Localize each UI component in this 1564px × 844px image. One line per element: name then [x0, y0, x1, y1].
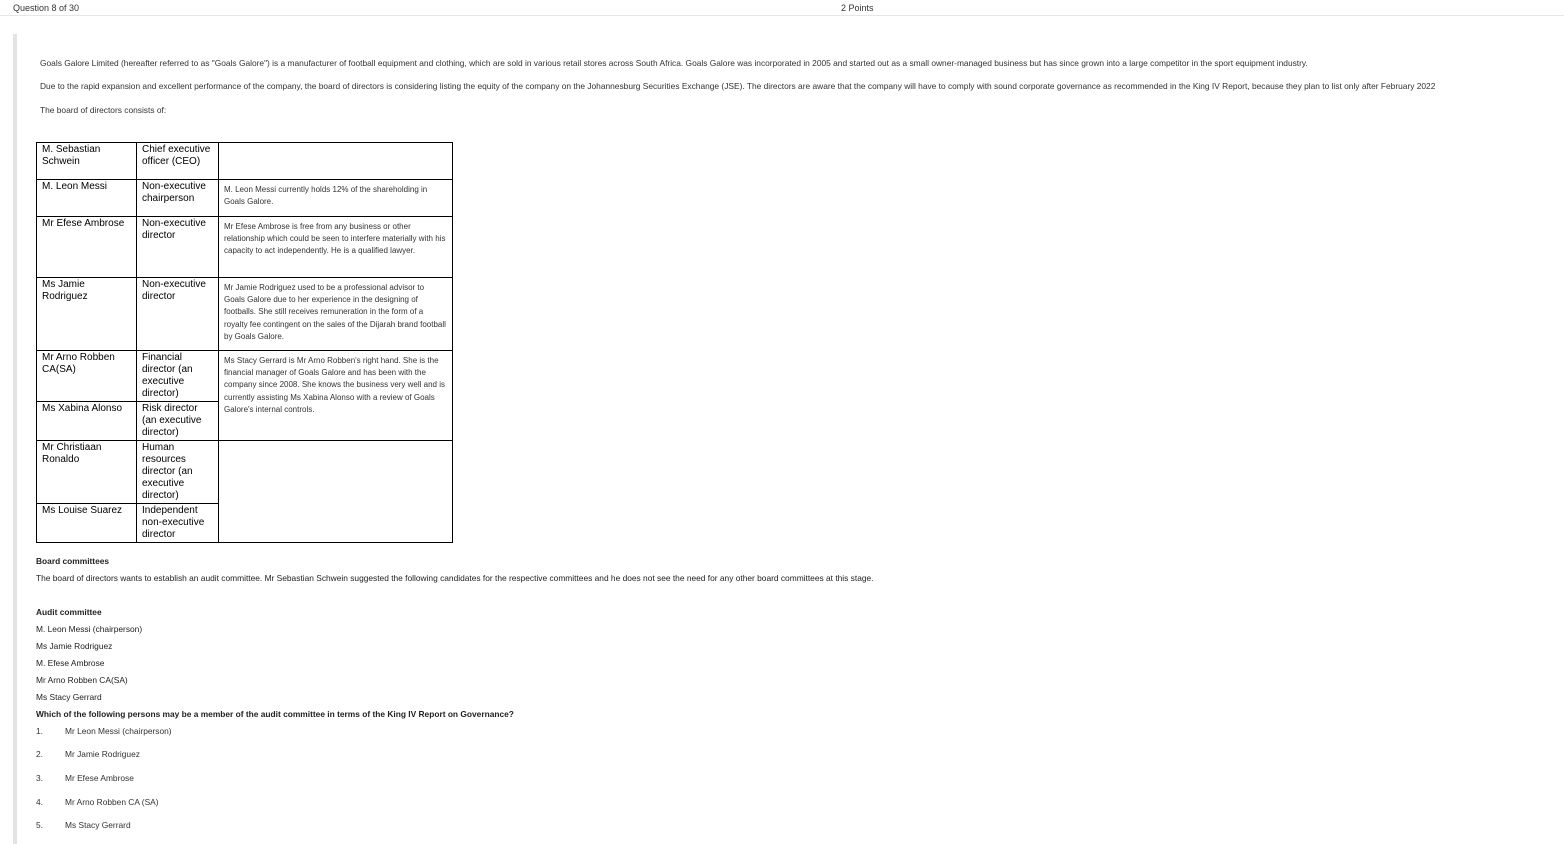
- director-note: Ms Stacy Gerrard is Mr Arno Robben's right hand. She is the financial manager of Goals Galore and has been with the company since 2008. She knows the business very well and is currently assisting Ms Xabina Alonso with a review of Goals Galore's internal controls.: [219, 351, 453, 441]
- director-role: Human resources director (an executive director): [137, 441, 219, 504]
- audit-member: Mr Arno Robben CA(SA): [36, 675, 128, 685]
- director-role: Non-executive chairperson: [137, 180, 219, 217]
- audit-member: M. Leon Messi (chairperson): [36, 624, 143, 634]
- option-label: Mr Efese Ambrose: [65, 773, 134, 783]
- intro-paragraph-1: Goals Galore Limited (hereafter referred to as "Goals Galore") is a manufacturer of football equipment and clothing, which are sold in various retail stores across South Africa. Goals Galore was incorporated in 2005 and started out as a small owner-managed business but has since grown into a large competitor in the sport equipment industry.: [40, 58, 1308, 68]
- director-name: Ms Louise Suarez: [37, 504, 137, 543]
- option-number: 3.: [36, 773, 43, 783]
- intro-paragraph-2: Due to the rapid expansion and excellent performance of the company, the board of directors is considering listing the equity of the company on the Johannesburg Securities Exchange (JSE). The directors are aware that the company will have to comply with sound corporate governance as recommended in the King IV Report, because they plan to list only after February 2022: [40, 81, 1436, 91]
- director-note: Mr Efese Ambrose is free from any business or other relationship which could be seen to interfere materially with his capacity to act independently. He is a qualified lawyer.: [219, 217, 453, 278]
- audit-member: M. Efese Ambrose: [36, 658, 105, 668]
- director-role: Non-executive director: [137, 217, 219, 278]
- board-of-directors-table: [36, 142, 453, 543]
- director-name: Mr Arno Robben CA(SA): [37, 351, 137, 402]
- question-text: Which of the following persons may be a member of the audit committee in terms of the King IV Report on Governance?: [36, 709, 514, 719]
- question-points: 2 Points: [841, 3, 874, 13]
- board-committees-text: The board of directors wants to establish an audit committee. Mr Sebastian Schwein suggested the following candidates for the respective committees and he does not see the need for any other board committees at this stage.: [36, 573, 874, 583]
- option-number: 4.: [36, 797, 43, 807]
- director-role: Financial director (an executive director): [137, 351, 219, 402]
- audit-member: Ms Stacy Gerrard: [36, 692, 102, 702]
- question-number: Question 8 of 30: [13, 3, 80, 13]
- director-name: M. Leon Messi: [37, 180, 137, 217]
- table-row: [37, 180, 453, 217]
- director-name: Mr Christiaan Ronaldo: [37, 441, 137, 504]
- answer-option-1[interactable]: [36, 726, 172, 736]
- option-number: 5.: [36, 820, 43, 830]
- audit-member: Ms Jamie Rodriguez: [36, 641, 113, 651]
- director-role: Non-executive director: [137, 278, 219, 351]
- director-note: [219, 441, 453, 543]
- table-row: [37, 278, 453, 351]
- answer-option-4[interactable]: [36, 797, 159, 807]
- answer-option-2[interactable]: [36, 749, 140, 759]
- director-note: M. Leon Messi currently holds 12% of the shareholding in Goals Galore.: [219, 180, 453, 217]
- audit-committee-heading: Audit committee: [36, 607, 102, 617]
- table-row: [37, 217, 453, 278]
- table-row: [37, 441, 453, 504]
- board-committees-heading: Board committees: [36, 556, 110, 566]
- table-row: [37, 143, 453, 180]
- intro-paragraph-3: The board of directors consists of:: [40, 105, 167, 115]
- question-header: [0, 0, 1564, 16]
- table-row: [37, 351, 453, 402]
- option-number: 1.: [36, 726, 43, 736]
- director-note: Mr Jamie Rodriguez used to be a professional advisor to Goals Galore due to her experience in the designing of footballs. She still receives remuneration in the form of a royalty fee contingent on the sales of the Dijarah brand football by Goals Galore.: [219, 278, 453, 351]
- director-role: Independent non-executive director: [137, 504, 219, 543]
- director-note: [219, 143, 453, 180]
- director-role: Chief executive officer (CEO): [137, 143, 219, 180]
- option-label: Mr Leon Messi (chairperson): [65, 726, 172, 736]
- answer-option-3[interactable]: [36, 773, 134, 783]
- director-name: Mr Efese Ambrose: [37, 217, 137, 278]
- option-label: Mr Arno Robben CA (SA): [65, 797, 159, 807]
- director-role: Risk director (an executive director): [137, 402, 219, 441]
- director-name: M. Sebastian Schwein: [37, 143, 137, 180]
- option-label: Mr Jamie Rodriguez: [65, 749, 140, 759]
- option-number: 2.: [36, 749, 43, 759]
- option-label: Ms Stacy Gerrard: [65, 820, 131, 830]
- answer-option-5[interactable]: [36, 820, 131, 830]
- director-name: Ms Jamie Rodriguez: [37, 278, 137, 351]
- director-name: Ms Xabina Alonso: [37, 402, 137, 441]
